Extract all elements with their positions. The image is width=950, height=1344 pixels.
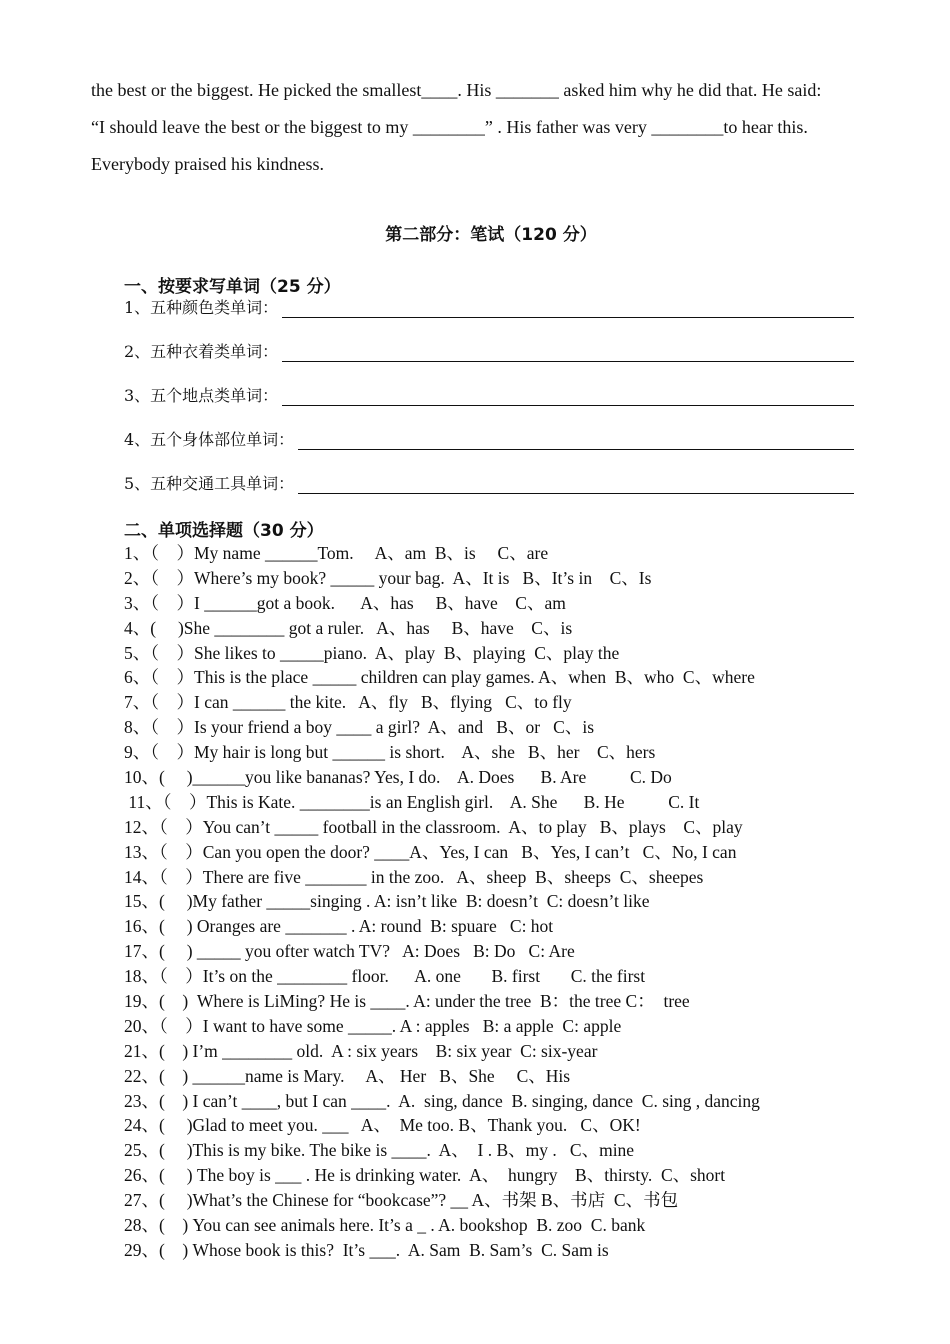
word-row xyxy=(124,450,854,494)
question-item: 26、( ) The boy is ___ . He is drinking water. A、 hungry B、thirsty. C、short xyxy=(124,1165,726,1186)
answer-line[interactable] xyxy=(282,297,854,318)
part-title: 第二部分：笔试（120 分） xyxy=(385,225,597,245)
answer-line[interactable] xyxy=(298,473,854,494)
word-row xyxy=(124,318,854,362)
question-item: 19、( ) Where is LiMing? He is ____. A: under the tree B：the tree C： tree xyxy=(124,991,690,1012)
question-item: 29、( ) Whose book is this? It’s ___. A. Sam B. Sam’s C. Sam is xyxy=(124,1239,609,1260)
word-row-label: 2、五种衣着类单词： xyxy=(124,342,279,361)
question-item: 27、( )What’s the Chinese for “bookcase”? __ A、书架 B、书店 C、书包 xyxy=(124,1190,679,1211)
question-item: 6、（ ）This is the place _____ children can play games. A、when B、who C、where xyxy=(124,667,755,688)
intro-line: the best or the biggest. He picked the smallest____. His _______ asked him why he did that. He said: xyxy=(91,80,822,100)
question-item: 17、( ) _____ you ofter watch TV? A: Does B: Do C: Are xyxy=(124,941,575,962)
word-row xyxy=(124,296,854,318)
question-item: 15、( )My father _____singing . A: isn’t like B: doesn’t C: doesn’t like xyxy=(124,891,650,912)
question-item: 11、（ ）This is Kate. ________is an English girl. A. She B. He C. It xyxy=(124,791,700,812)
word-row xyxy=(124,362,854,406)
multiple-choice-list xyxy=(124,541,884,1263)
question-item: 22、( ) ______name is Mary. A、 Her B、She C、His xyxy=(124,1065,571,1086)
question-item: 9、（ ）My hair is long but ______ is short. A、she B、her C、hers xyxy=(124,742,656,763)
question-item: 24、( )Glad to meet you. ___ A、 Me too. B、Thank you. C、OK! xyxy=(124,1115,641,1136)
answer-line[interactable] xyxy=(298,429,854,450)
word-row-label: 5、五种交通工具单词： xyxy=(124,474,295,493)
question-item: 4、( )She ________ got a ruler. A、has B、have C、is xyxy=(124,617,573,638)
question-item: 3、（ ）I ______got a book. A、has B、have C、am xyxy=(124,592,566,613)
question-item: 12、（ ）You can’t _____ football in the classroom. A、to play B、plays C、play xyxy=(124,816,743,837)
intro-line: “I should leave the best or the biggest to my ________” . His father was very ________to hear this. xyxy=(91,117,808,137)
question-item: 13、（ ）Can you open the door? ____A、Yes, I can B、Yes, I can’t C、No, I can xyxy=(124,841,737,862)
question-item: 10、( )______you like bananas? Yes, I do. A. Does B. Are C. Do xyxy=(124,767,672,788)
section1-heading: 一、按要求写单词（25 分） xyxy=(124,277,341,297)
intro-passage xyxy=(91,72,881,183)
question-item: 25、( )This is my bike. The bike is ____. A、 I . B、my . C、mine xyxy=(124,1140,635,1161)
section2-heading: 二、单项选择题（30 分） xyxy=(124,521,324,541)
answer-line[interactable] xyxy=(282,385,854,406)
intro-line: Everybody praised his kindness. xyxy=(91,154,324,174)
question-item: 14、（ ）There are five _______ in the zoo. A、sheep B、sheeps C、sheepes xyxy=(124,866,704,887)
question-item: 8、（ ）Is your friend a boy ____ a girl? A、and B、or C、is xyxy=(124,717,595,738)
question-item: 28、( ) You can see animals here. It’s a _ . A. bookshop B. zoo C. bank xyxy=(124,1215,646,1236)
question-item: 16、( ) Oranges are _______ . A: round B: spuare C: hot xyxy=(124,916,554,937)
question-item: 7、（ ）I can ______ the kite. A、fly B、flying C、to fly xyxy=(124,692,572,713)
question-item: 20、（ ）I want to have some _____. A : apples B: a apple C: apple xyxy=(124,1015,622,1036)
question-item: 21、( ) I’m ________ old. A : six years B: six year C: six-year xyxy=(124,1040,598,1061)
question-item: 18、（ ）It’s on the ________ floor. A. one B. first C. the first xyxy=(124,966,646,987)
question-item: 2、（ ）Where’s my book? _____ your bag. A、It is B、It’s in C、Is xyxy=(124,567,652,588)
word-row-label: 4、五个身体部位单词： xyxy=(124,430,295,449)
question-item: 5、（ ）She likes to _____piano. A、play B、playing C、play the xyxy=(124,642,620,663)
word-row-label: 3、五个地点类单词： xyxy=(124,386,279,405)
question-item: 23、( ) I can’t ____, but I can ____. A. sing, dance B. singing, dance C. sing , dancing xyxy=(124,1090,760,1111)
question-item: 1、（ ）My name ______Tom. A、am B、is C、are xyxy=(124,543,549,563)
word-row xyxy=(124,406,854,450)
word-writing-list xyxy=(124,296,854,494)
answer-line[interactable] xyxy=(282,341,854,362)
word-row-label: 1、五种颜色类单词： xyxy=(124,298,279,317)
